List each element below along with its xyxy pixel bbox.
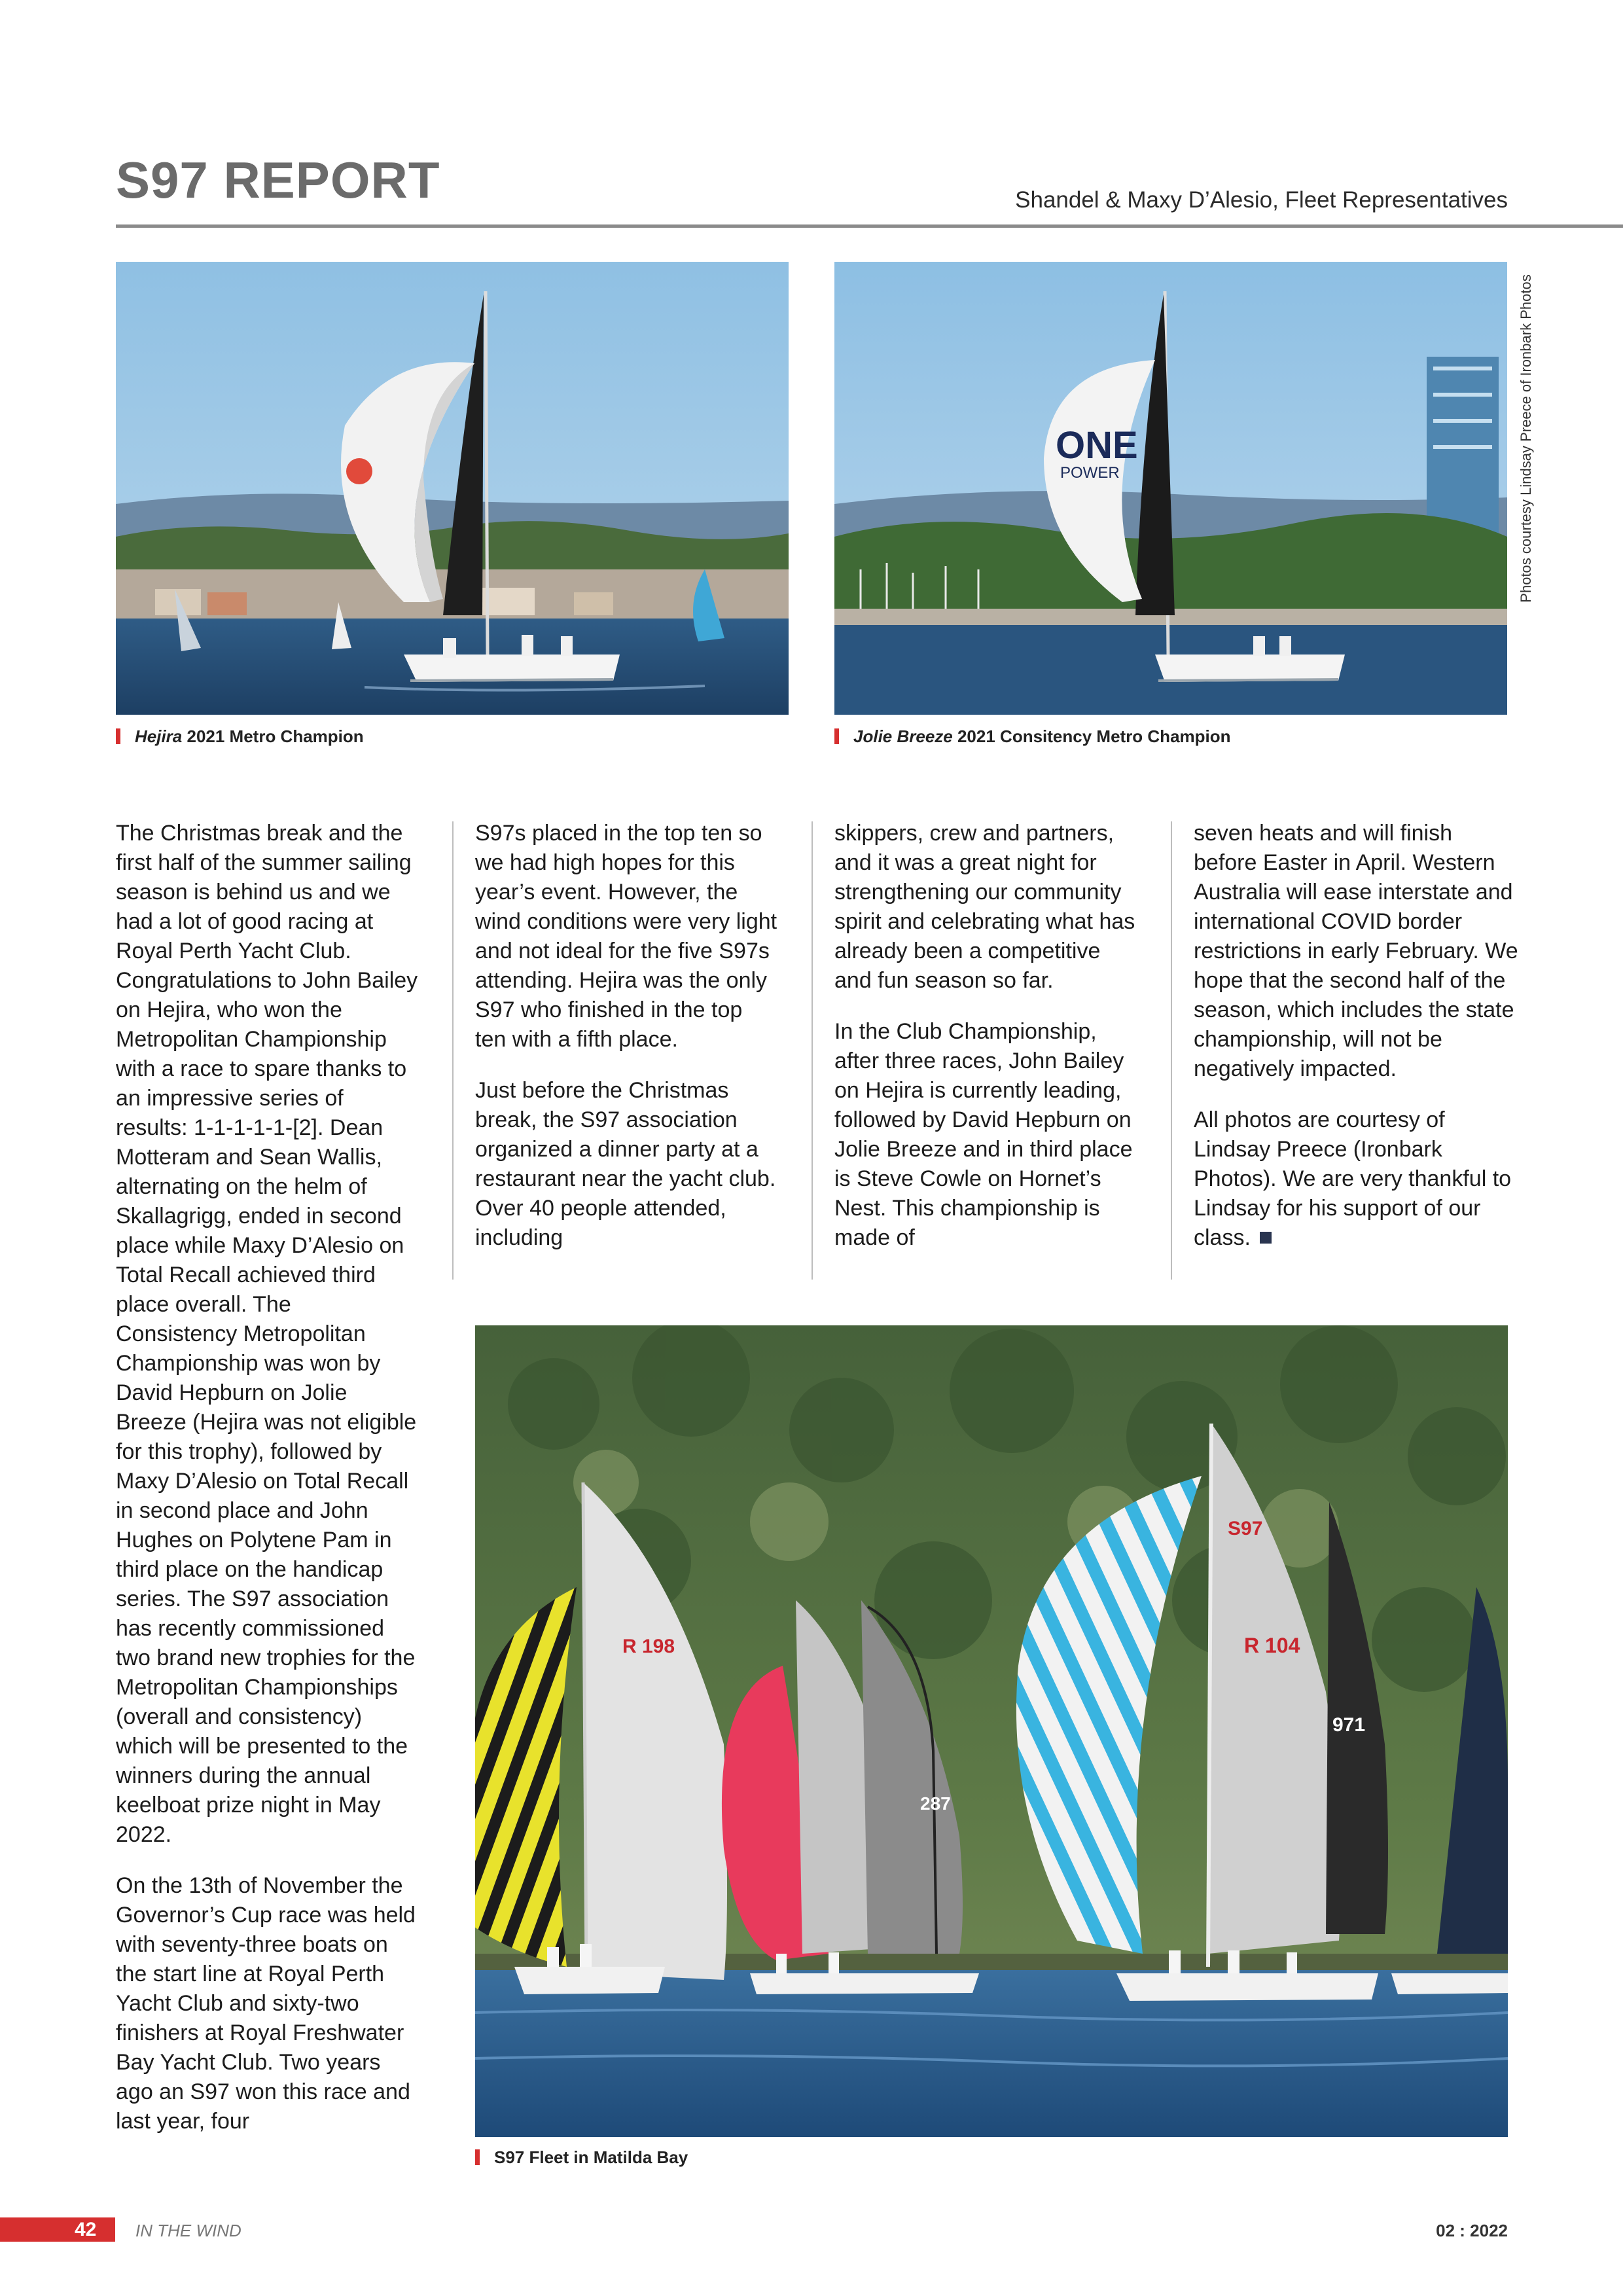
header-rule xyxy=(116,224,1623,228)
sail-number-r198: R 198 xyxy=(622,1636,675,1657)
class-mark: S97 xyxy=(1228,1518,1263,1539)
paragraph: All photos are courtesy of Lindsay Preece (Ironbark Photos). We are very thankful to Lindsay for his support of our class. xyxy=(1194,1107,1512,1250)
caption-photo-3: S97 Fleet in Matilda Bay xyxy=(475,2149,688,2166)
page-number: 42 xyxy=(75,2219,97,2240)
end-of-article-mark xyxy=(1260,1232,1272,1244)
text-column-4 xyxy=(1194,819,1521,1274)
sail-number-971: 971 xyxy=(1332,1714,1366,1736)
magazine-name: IN THE WIND xyxy=(135,2221,241,2240)
byline: Shandel & Maxy D’Alesio, Fleet Representatives xyxy=(1015,187,1508,213)
photo-s97-fleet xyxy=(475,1325,1508,2137)
text-column-1 xyxy=(116,819,418,2158)
sail-text-power: POWER xyxy=(1060,464,1120,482)
sail-text-one: ONE xyxy=(1056,424,1138,467)
caption-marker xyxy=(475,2149,480,2165)
issue-date: 02 : 2022 xyxy=(1436,2221,1508,2240)
caption-marker xyxy=(116,728,120,744)
column-divider xyxy=(812,821,813,1280)
sail-number-r104: R 104 xyxy=(1244,1634,1300,1657)
paragraph: In the Club Championship, after three races, John Bailey on Hejira is currently leading, followed by David Hepburn on Jolie Breeze and in third place is Steve Cowle on Hornet’s Nest. This championship is made of xyxy=(834,1019,1133,1250)
photo-jolie-breeze xyxy=(834,262,1507,715)
caption-photo-2: Jolie Breeze 2021 Consitency Metro Champion xyxy=(834,728,1231,745)
column-divider xyxy=(1171,821,1172,1280)
paragraph: The Christmas break and the first half of the summer sailing season is behind us and we had a lot of good racing at Royal Perth Yacht Club. Congratulations to John Bailey on Hejira, who won the Metropolitan Championship with a race to spare thanks to an impressive series of results: 1-1-1-1-1-[2]. Dean Motteram and Sean Wallis, alternating on the helm of Skallagrigg, ended in second place while Maxy D’Alesio on Total Recall achieved third place overall. The Consistency Metropolitan Championship was won by David Hepburn on Jolie Breeze (Hejira was not eligible for this trophy), followed by Maxy D’Alesio on Total Recall in second place and John Hughes on Polytene Pam in third place on the handicap series. The S97 association has recently commissioned two brand new trophies for the Metropolitan Championships (overall and consistency) which will be presented to the winners during the annual keelboat prize night in May 2022. xyxy=(116,821,418,1847)
photo-hejira xyxy=(116,262,789,715)
text-column-3 xyxy=(834,819,1143,1274)
footer-accent-bar xyxy=(0,2217,115,2242)
sail-number-287: 287 xyxy=(920,1793,951,1814)
page-title: S97 REPORT xyxy=(116,151,440,209)
paragraph: seven heats and will finish before Easter in April. Western Australia will ease interstate and international COVID border restrictions in early February. We hope that the second half of the season, which includes the state championship, will not be negatively impacted. xyxy=(1194,821,1518,1081)
caption-marker xyxy=(834,728,839,744)
photo-credit: Photos courtesy Lindsay Preece of Ironbark Photos xyxy=(1518,274,1534,603)
paragraph: On the 13th of November the Governor’s Cup race was held with seventy-three boats on the start line at Royal Perth Yacht Club and sixty-two finishers at Royal Freshwater Bay Yacht Club. Two years ago an S97 won this race and last year, four xyxy=(116,1873,416,2134)
caption-photo-1: Hejira 2021 Metro Champion xyxy=(116,728,364,745)
paragraph: skippers, crew and partners, and it was a great night for strengthening our community spirit and celebrating what has already been a competitive and fun season so far. xyxy=(834,821,1135,993)
text-column-2 xyxy=(475,819,777,1274)
paragraph: S97s placed in the top ten so we had high hopes for this year’s event. However, the wind conditions were very light and not ideal for the five S97s attending. Hejira was the only S97 who finished in the top ten with a fifth place. xyxy=(475,821,777,1052)
column-divider xyxy=(452,821,454,1280)
paragraph: Just before the Christmas break, the S97 association organized a dinner party at a restaurant near the yacht club. Over 40 people attended, including xyxy=(475,1078,776,1250)
